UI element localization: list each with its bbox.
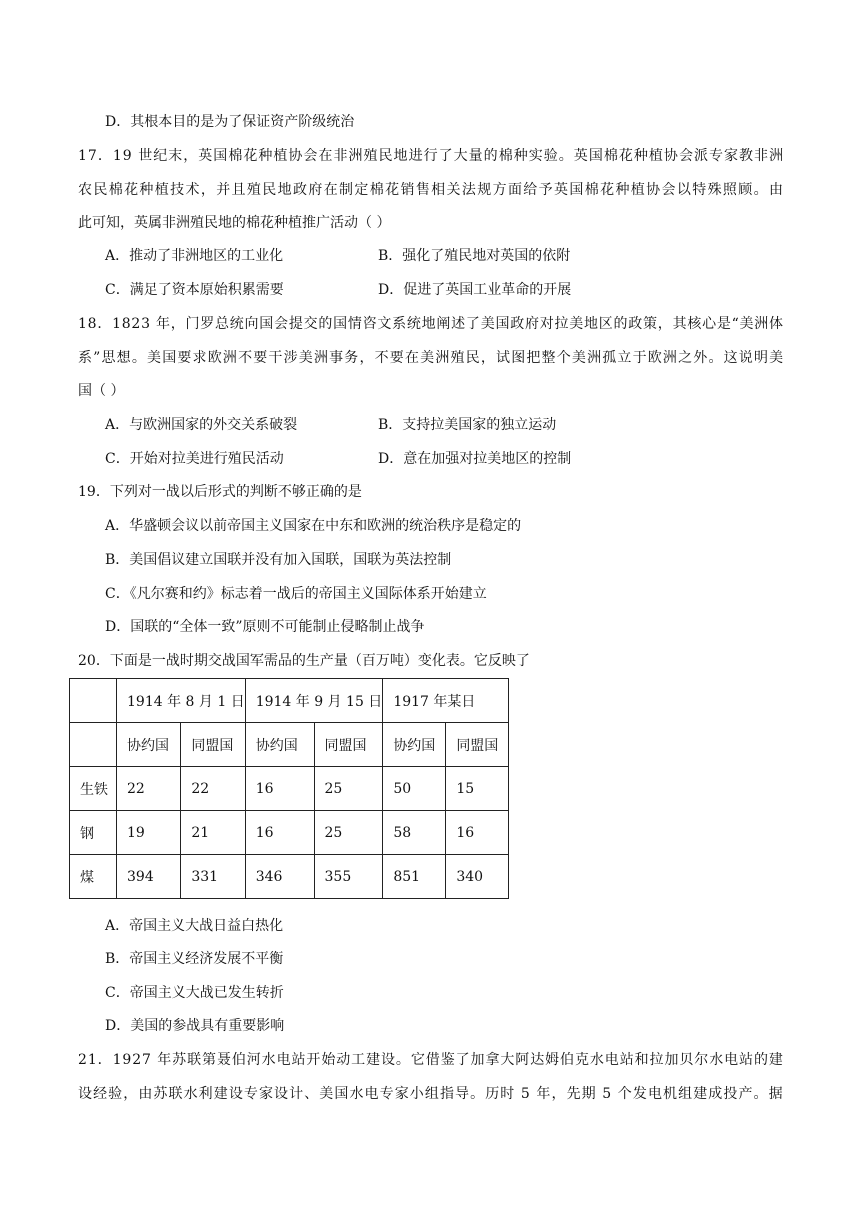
- table-date-header: 1914 年 8 月 1 日: [117, 679, 246, 723]
- table-cell: 25: [314, 767, 383, 811]
- q21-stem-line-2: 设经验，由苏联水利建设专家设计、美国水电专家小组指导。历时 5 年，先期 5 个发电机组建成投产。据: [78, 1086, 784, 1102]
- table-date-header: 1914 年 9 月 15 日: [245, 679, 383, 723]
- q17-stem-line-3: 此可知，英属非洲殖民地的棉花种植推广活动（ ）: [78, 215, 391, 231]
- table-corner-cell: [70, 679, 117, 723]
- q19-stem: 19．下列对一战以后形式的判断不够正确的是: [78, 484, 362, 500]
- table-side-header: 同盟国: [181, 723, 245, 767]
- table-cell: 346: [245, 855, 314, 899]
- table-side-header: 协约国: [245, 723, 314, 767]
- table-cell: 340: [446, 855, 509, 899]
- table-row: [70, 855, 509, 899]
- q18-stem-line-3: 国（ ）: [78, 383, 125, 399]
- q18-stem-line-1: 18．1823 年，门罗总统向国会提交的国情咨文系统地阐述了美国政府对拉美地区的政策，其核心是“美洲体: [78, 316, 784, 332]
- q20-stem: 20．下面是一战时期交战国军需品的生产量（百万吨）变化表。它反映了: [78, 653, 530, 669]
- q17-option-b: B．强化了殖民地对英国的依附: [378, 248, 571, 264]
- table-cell: 58: [383, 811, 446, 855]
- table-side-header: 同盟国: [314, 723, 383, 767]
- table-cell: 16: [245, 811, 314, 855]
- table-cell: 22: [181, 767, 245, 811]
- table-row: [70, 811, 509, 855]
- table-row: [70, 767, 509, 811]
- q20-option-c: C．帝国主义大战已发生转折: [105, 985, 284, 1001]
- q20-option-b: B．帝国主义经济发展不平衡: [105, 951, 284, 967]
- table-cell: 50: [383, 767, 446, 811]
- table-row-label: 生铁: [70, 767, 117, 811]
- table-cell: 22: [117, 767, 181, 811]
- table-cell: 16: [245, 767, 314, 811]
- table-cell: 16: [446, 811, 509, 855]
- table-header-row-dates: [70, 679, 509, 723]
- q17-stem-line-2: 农民棉花种植技术，并且殖民地政府在制定棉花销售相关法规方面给予英国棉花种植协会以特殊照顾。由: [78, 182, 785, 198]
- q17-option-c: C．满足了资本原始积累需要: [105, 282, 284, 298]
- q17-option-d: D．促进了英国工业革命的开展: [378, 282, 572, 298]
- q19-option-b: B．美国倡议建立国联并没有加入国联，国联为英法控制: [105, 552, 452, 568]
- q19-option-a: A．华盛顿会议以前帝国主义国家在中东和欧洲的统治秩序是稳定的: [105, 518, 522, 534]
- table-cell: 331: [181, 855, 245, 899]
- table-cell: 394: [117, 855, 181, 899]
- table-side-header: 协约国: [383, 723, 446, 767]
- q18-option-a: A．与欧洲国家的外交关系破裂: [105, 417, 298, 433]
- q18-option-d: D．意在加强对拉美地区的控制: [378, 451, 572, 467]
- table-side-header: 同盟国: [446, 723, 509, 767]
- q18-option-b: B．支持拉美国家的独立运动: [378, 417, 557, 433]
- q19-option-d: D．国联的“全体一致”原则不可能制止侵略制止战争: [105, 619, 425, 635]
- table-cell: 355: [314, 855, 383, 899]
- table-row-label: 煤: [70, 855, 117, 899]
- table-date-header: 1917 年某日: [383, 679, 509, 723]
- table-cell: 19: [117, 811, 181, 855]
- q17-option-a: A．推动了非洲地区的工业化: [105, 248, 284, 264]
- table-cell: 851: [383, 855, 446, 899]
- table-corner-cell: [70, 723, 117, 767]
- table-row-label: 钢: [70, 811, 117, 855]
- q18-stem-line-2: 系”思想。美国要求欧洲不要干涉美洲事务，不要在美洲殖民，试图把整个美洲孤立于欧洲之外。这说明美: [78, 350, 785, 366]
- table-side-header: 协约国: [117, 723, 181, 767]
- production-table: [69, 678, 509, 899]
- q16-option-d: D．其根本目的是为了保证资产阶级统治: [105, 114, 355, 130]
- q20-option-a: A．帝国主义大战日益白热化: [105, 918, 284, 934]
- q20-option-d: D．美国的参战具有重要影响: [105, 1018, 285, 1034]
- q21-stem-line-1: 21．1927 年苏联第聂伯河水电站开始动工建设。它借鉴了加拿大阿达姆伯克水电站和拉加贝尔水电站的建: [78, 1052, 784, 1068]
- table-header-row-sides: [70, 723, 509, 767]
- table-cell: 25: [314, 811, 383, 855]
- q19-option-c: C．《凡尔赛和约》标志着一战后的帝国主义国际体系开始建立: [105, 586, 487, 602]
- q18-option-c: C．开始对拉美进行殖民活动: [105, 451, 284, 467]
- q17-stem-line-1: 17．19 世纪末，英国棉花种植协会在非洲殖民地进行了大量的棉种实验。英国棉花种植协会派专家教非洲: [78, 148, 785, 164]
- table-cell: 21: [181, 811, 245, 855]
- table-cell: 15: [446, 767, 509, 811]
